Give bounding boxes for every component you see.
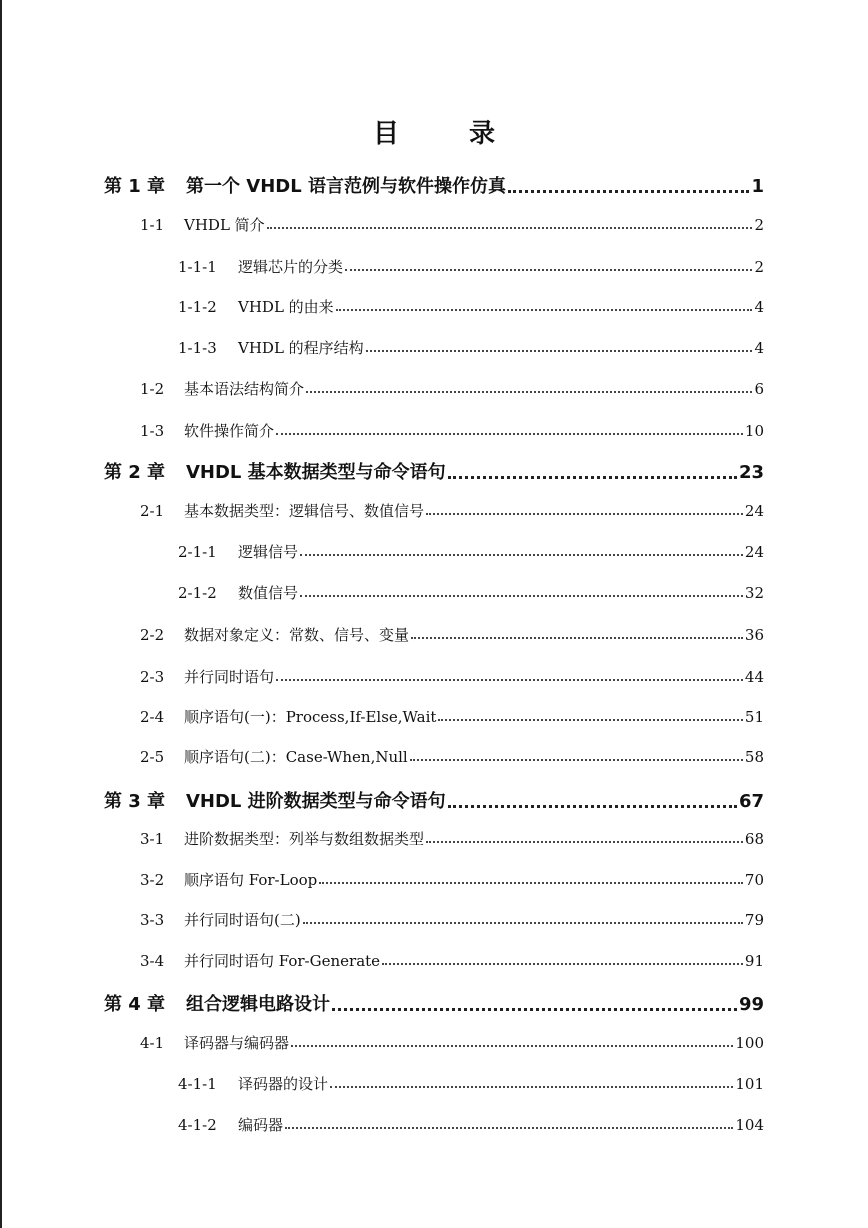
toc-dot-leader <box>319 881 743 884</box>
toc-entry-number: 1-3 <box>140 422 165 440</box>
toc-dot-leader <box>285 1126 733 1129</box>
toc-dot-leader <box>448 804 737 808</box>
toc-subsection-entry <box>178 541 764 562</box>
toc-dot-leader <box>300 594 743 597</box>
toc-section-entry <box>140 500 764 521</box>
toc-entry-number: 4-1-1 <box>178 1075 217 1093</box>
toc-entry-number: 2-5 <box>140 748 165 766</box>
toc-entry-title: VHDL 简介 <box>184 216 265 234</box>
toc-page-number: 99 <box>738 994 764 1015</box>
toc-entry-title: 顺序语句(二)：Case-When,Null <box>184 748 408 766</box>
toc-dot-leader <box>300 553 743 556</box>
toc-entry-number: 3-2 <box>140 871 165 889</box>
toc-entry-number: 1-1-1 <box>178 258 217 276</box>
toc-entry-number: 3-1 <box>140 830 165 848</box>
toc-section-entry <box>140 706 764 727</box>
toc-entry-title: 逻辑芯片的分类 <box>238 258 344 276</box>
toc-entry-title: 顺序语句 For-Loop <box>184 871 318 889</box>
toc-dot-leader <box>508 189 750 193</box>
toc-entry-title: 第一个 VHDL 语言范例与软件操作仿真 <box>186 176 506 197</box>
toc-entry-title: VHDL 的由来 <box>238 298 334 316</box>
toc-section-entry <box>140 950 764 971</box>
toc-entry-number: 第 3 章 <box>104 791 166 812</box>
toc-entry-title: 顺序语句(一)：Process,If-Else,Wait <box>184 708 437 726</box>
toc-entry-number: 第 1 章 <box>104 176 166 197</box>
toc-entry-title: 基本数据类型：逻辑信号、数值信号 <box>184 502 425 520</box>
toc-entry-title: VHDL 进阶数据类型与命令语句 <box>186 791 446 812</box>
toc-dot-leader <box>448 475 737 479</box>
toc-page-number: 79 <box>744 911 764 929</box>
toc-section-entry <box>140 1032 764 1053</box>
toc-dot-leader <box>303 921 743 924</box>
toc-page-number: 100 <box>735 1034 764 1052</box>
toc-entry-number: 1-1-3 <box>178 339 217 357</box>
toc-entry-number: 1-1 <box>140 216 165 234</box>
toc-dot-leader <box>336 308 753 311</box>
toc-dot-leader <box>276 432 743 435</box>
toc-dot-leader <box>410 758 743 761</box>
toc-page-number: 4 <box>754 298 764 316</box>
toc-entry-title: 译码器与编码器 <box>184 1034 290 1052</box>
toc-entry-title: 并行同时语句 For-Generate <box>184 952 381 970</box>
toc-entry-title: 基本语法结构简介 <box>184 380 305 398</box>
toc-entry-number: 3-3 <box>140 911 165 929</box>
toc-entry-number: 2-1 <box>140 502 165 520</box>
toc-section-entry <box>140 746 764 767</box>
toc-dot-leader <box>267 226 753 229</box>
toc-entry-number: 2-1-1 <box>178 543 217 561</box>
toc-page-number: 4 <box>754 339 764 357</box>
toc-entry-title: VHDL 的程序结构 <box>238 339 364 357</box>
toc-page-number: 67 <box>738 791 764 812</box>
toc-page-number: 104 <box>735 1116 764 1134</box>
toc-page-number: 58 <box>744 748 764 766</box>
toc-page-number: 2 <box>754 216 764 234</box>
toc-page-number: 24 <box>744 502 764 520</box>
toc-entry-number: 1-1-2 <box>178 298 217 316</box>
toc-section-entry <box>140 378 764 399</box>
toc-page-number: 24 <box>744 543 764 561</box>
toc-section-entry <box>140 214 764 235</box>
toc-entry-title: 数值信号 <box>238 584 299 602</box>
toc-subsection-entry <box>178 337 764 358</box>
toc-entry-number: 2-1-2 <box>178 584 217 602</box>
toc-section-entry <box>140 666 764 687</box>
toc-dot-leader <box>332 1007 737 1011</box>
page-title: 目 录 <box>372 119 517 149</box>
toc-dot-leader <box>366 349 753 352</box>
toc-dot-leader <box>438 718 742 721</box>
toc-entry-number: 2-4 <box>140 708 165 726</box>
toc-chapter-entry <box>104 990 764 1016</box>
toc-dot-leader <box>306 390 752 393</box>
toc-subsection-entry <box>178 296 764 317</box>
toc-entry-title: 进阶数据类型：列举与数组数据类型 <box>184 830 425 848</box>
toc-dot-leader <box>345 268 752 271</box>
toc-entry-title: 逻辑信号 <box>238 543 299 561</box>
toc-dot-leader <box>382 962 743 965</box>
toc-subsection-entry <box>178 1073 764 1094</box>
toc-dot-leader <box>291 1044 733 1047</box>
toc-page-number: 101 <box>735 1075 764 1093</box>
toc-entry-number: 2-3 <box>140 668 165 686</box>
toc-entry-number: 1-2 <box>140 380 165 398</box>
toc-entry-number: 2-2 <box>140 626 165 644</box>
toc-page-number: 70 <box>744 871 764 889</box>
toc-chapter-entry <box>104 458 764 484</box>
toc-entry-number: 第 2 章 <box>104 462 166 483</box>
toc-section-entry <box>140 909 764 930</box>
toc-page-number: 23 <box>738 462 764 483</box>
toc-section-entry <box>140 869 764 890</box>
toc-page-number: 51 <box>744 708 764 726</box>
toc-entry-title: 数据对象定义：常数、信号、变量 <box>184 626 410 644</box>
toc-page-number: 1 <box>751 176 764 197</box>
toc-subsection-entry <box>178 582 764 603</box>
toc-page-number: 32 <box>744 584 764 602</box>
toc-page-number: 68 <box>744 830 764 848</box>
toc-dot-leader <box>330 1085 733 1088</box>
toc-subsection-entry <box>178 1114 764 1135</box>
toc-entry-title: 并行同时语句(二) <box>184 911 301 929</box>
toc-page-number: 10 <box>744 422 764 440</box>
toc-entry-title: 并行同时语句 <box>184 668 275 686</box>
toc-entry-title: 译码器的设计 <box>238 1075 329 1093</box>
toc-entry-title: VHDL 基本数据类型与命令语句 <box>186 462 446 483</box>
toc-page-number: 44 <box>744 668 764 686</box>
toc-entry-title: 软件操作简介 <box>184 422 275 440</box>
toc-section-entry <box>140 828 764 849</box>
toc-page-number: 6 <box>754 380 764 398</box>
toc-section-entry <box>140 624 764 645</box>
toc-entry-number: 4-1-2 <box>178 1116 217 1134</box>
toc-dot-leader <box>426 512 743 515</box>
page-left-edge <box>0 0 2 1228</box>
toc-dot-leader <box>411 636 743 639</box>
toc-chapter-entry <box>104 787 764 813</box>
toc-subsection-entry <box>178 256 764 277</box>
toc-entry-title: 编码器 <box>238 1116 284 1134</box>
toc-dot-leader <box>276 678 743 681</box>
toc-page-number: 91 <box>744 952 764 970</box>
toc-entry-number: 3-4 <box>140 952 165 970</box>
toc-chapter-entry <box>104 172 764 198</box>
toc-entry-number: 4-1 <box>140 1034 165 1052</box>
toc-section-entry <box>140 420 764 441</box>
toc-entry-title: 组合逻辑电路设计 <box>186 994 330 1015</box>
toc-page-number: 36 <box>744 626 764 644</box>
toc-page-number: 2 <box>754 258 764 276</box>
toc-dot-leader <box>426 840 743 843</box>
toc-entry-number: 第 4 章 <box>104 994 166 1015</box>
